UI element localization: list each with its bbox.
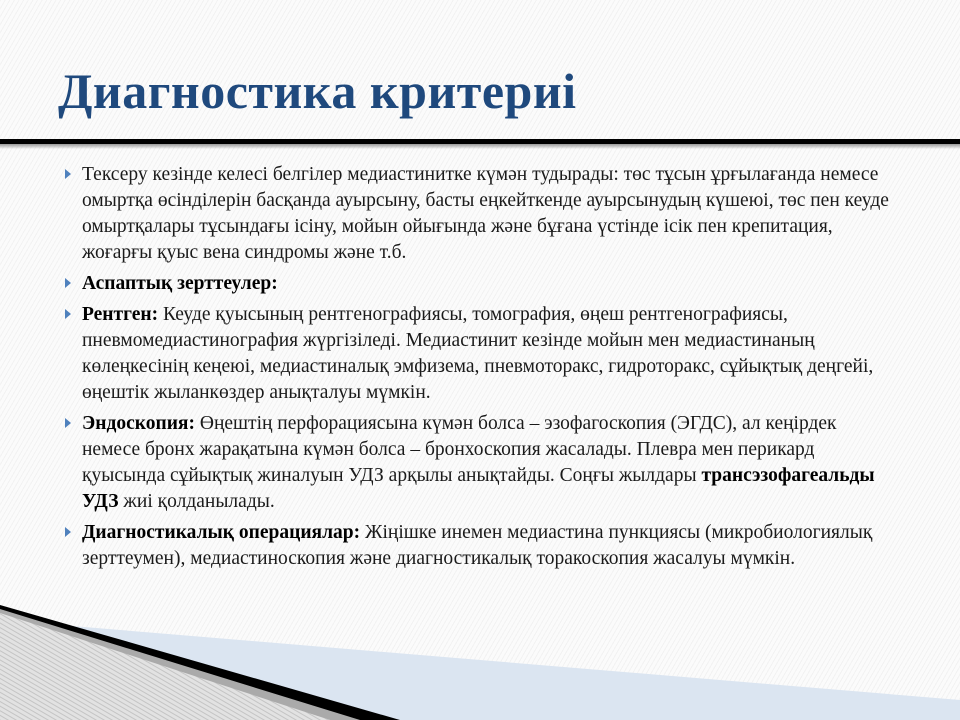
item-heading: Рентген: [82, 304, 159, 325]
item-text: Кеуде қуысының рентгенографиясы, томография, өңеш рентгенографиясы, пневмомедиастинография жүргізіледі. Медиастинит кезінде мойын мен медиастинаның көлеңкесінің кеңеюі, медиастиналық эмфизема, пневмоторакс, гидроторакс, сұйықтық деңгейі, өңештік жыланкөздер анықталуы мүмкін. [82, 304, 874, 403]
item-heading: Эндоскопия: [82, 413, 195, 434]
item-heading: Диагностикалық операциялар: [82, 522, 361, 543]
item-heading: Аспаптық зерттеулер: [82, 273, 278, 294]
slide-title: Диагностика критериі [58, 63, 577, 119]
item-emphasis: трансэзофагеальды УДЗ [82, 465, 875, 512]
item-text: Жіңішке инемен медиастина пункциясы (микробиологиялық зерттеумен), медиастиноскопия және диагностикалық торакоскопия жасалуы мүмкін. [82, 522, 873, 569]
item-text: Өңештің перфорациясына күмән болса – эзофагоскопия (ЭГДС), ал кеңірдек немесе бронх жарақатына күмән болса – бронхоскопия жасалады. Плевра мен перикард қуысында сұйықтық жиналуын УДЗ арқылы анықтайды. Соңғы жылдары [82, 413, 837, 486]
item-text-end: жиі қолданылады. [118, 491, 275, 512]
item-text: Тексеру кезінде келесі белгілер медиастинитке күмән тудырады: төс тұсын ұрғылағанда немесе омыртқа өсінділерін басқанда ауырсыну, басты еңкейткенде ауырсынудың күшеюі, төс пен кеуде омыртқалары тұсындағы ісіну, мойын ойығында және бұғана үстінде ісік пен крепитация, жоғарғы қуыс вена синдромы және т.б. [82, 164, 889, 263]
